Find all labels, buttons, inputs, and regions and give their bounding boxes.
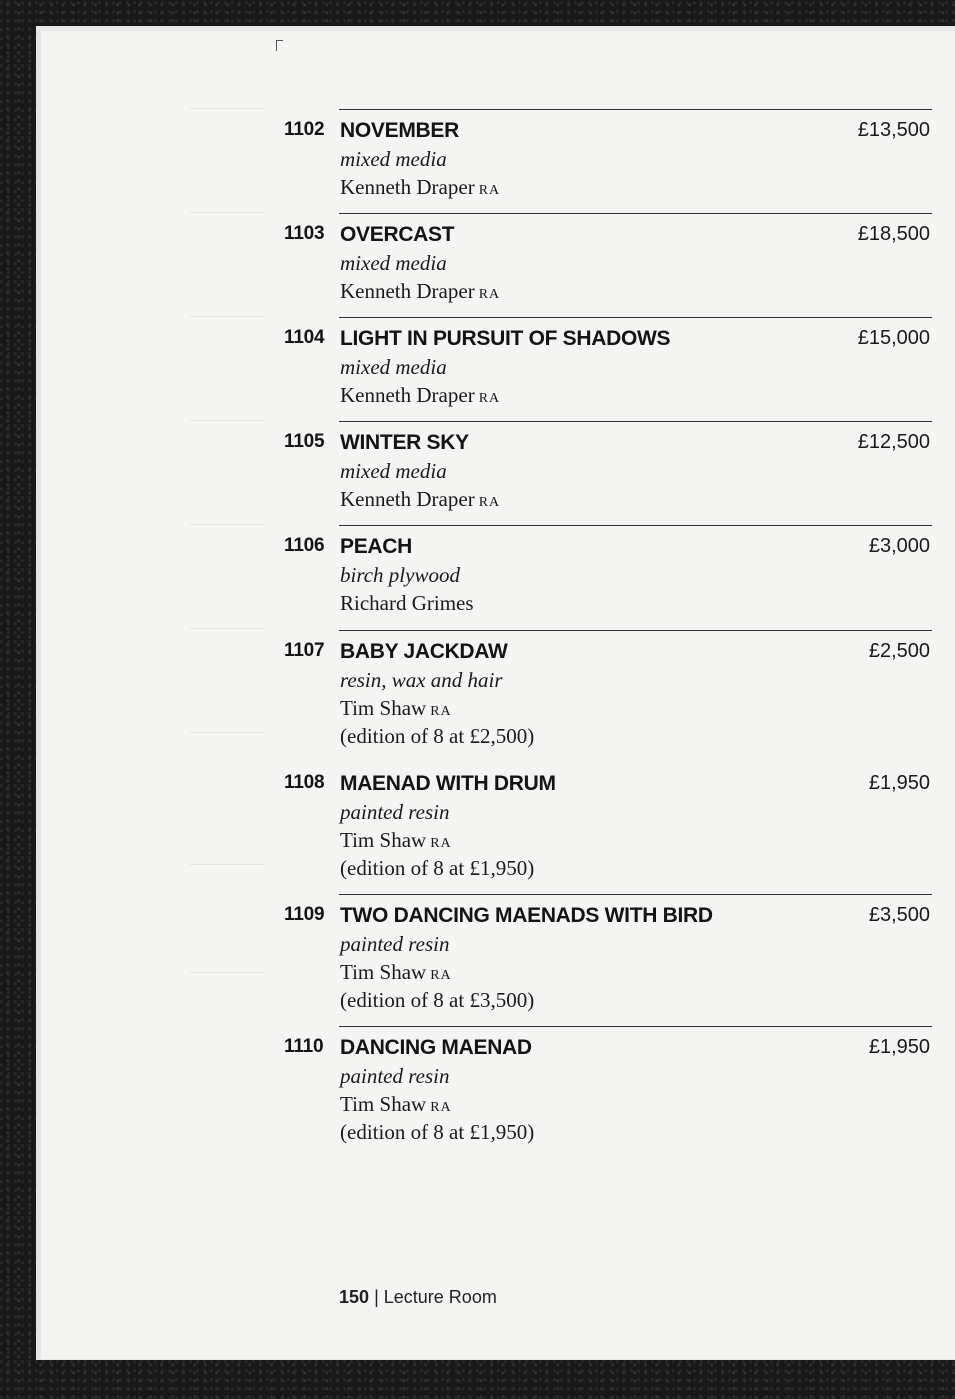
- lot-price: £12,500: [857, 431, 930, 453]
- divider: [339, 525, 932, 526]
- section-name: Lecture Room: [383, 1287, 497, 1307]
- lot-medium: mixed media: [340, 147, 447, 171]
- ra-suffix: RA: [430, 1100, 452, 1115]
- lot-artist: [340, 175, 500, 200]
- lot-price: £3,500: [868, 904, 930, 926]
- artist-name: Tim Shaw: [340, 828, 427, 852]
- divider: [339, 630, 932, 631]
- catalogue-page: [36, 30, 955, 1360]
- lot-artist: [340, 383, 500, 408]
- artist-name: Kenneth Draper: [340, 383, 475, 407]
- lot-price: £1,950: [868, 1036, 930, 1058]
- lot-edition: (edition of 8 at £1,950): [340, 1120, 535, 1144]
- lot-title: BABY JACKDAW: [340, 640, 508, 663]
- ra-suffix: RA: [478, 183, 501, 198]
- footer-separator: |: [374, 1287, 379, 1307]
- lot-artist: [340, 591, 478, 616]
- artist-name: Tim Shaw: [340, 696, 427, 720]
- lot-title: DANCING MAENAD: [340, 1036, 532, 1059]
- ra-suffix: RA: [478, 495, 501, 510]
- lot-price: £18,500: [857, 223, 930, 245]
- lot-medium: birch plywood: [340, 563, 460, 587]
- lot-medium: mixed media: [340, 251, 447, 275]
- lot-edition: (edition of 8 at £3,500): [340, 988, 535, 1012]
- artist-name: Kenneth Draper: [340, 487, 475, 511]
- lot-price: £2,500: [868, 640, 930, 662]
- lot-artist: [340, 960, 452, 985]
- ra-suffix: RA: [430, 704, 452, 719]
- page-number: 150: [339, 1287, 370, 1307]
- lot-price: £13,500: [857, 119, 930, 141]
- lot-number: 1104: [284, 327, 325, 348]
- lot-title: MAENAD WITH DRUM: [340, 772, 556, 795]
- ra-suffix: RA: [430, 968, 452, 983]
- lot-number: 1105: [284, 431, 325, 452]
- lot-number: 1106: [284, 535, 325, 556]
- lot-title: WINTER SKY: [340, 431, 469, 454]
- lot-medium: painted resin: [340, 1064, 450, 1088]
- lot-title: PEACH: [340, 535, 413, 558]
- lot-medium: mixed media: [340, 459, 447, 483]
- lot-price: £1,950: [868, 772, 930, 794]
- divider: [339, 109, 932, 110]
- lot-edition: (edition of 8 at £1,950): [340, 856, 535, 880]
- lot-number: 1109: [284, 904, 325, 925]
- lot-number: 1102: [284, 119, 325, 140]
- lot-medium: painted resin: [340, 932, 450, 956]
- divider: [339, 894, 932, 895]
- artist-name: Tim Shaw: [340, 1092, 427, 1116]
- page-footer: [339, 1287, 497, 1308]
- lot-price: £15,000: [857, 327, 930, 349]
- artist-name: Kenneth Draper: [340, 175, 475, 199]
- lot-title: OVERCAST: [340, 223, 455, 246]
- artist-name: Tim Shaw: [340, 960, 427, 984]
- divider: [339, 317, 932, 318]
- ra-suffix: RA: [478, 287, 501, 302]
- artist-name: Kenneth Draper: [340, 279, 475, 303]
- lot-number: 1108: [284, 772, 325, 793]
- lot-medium: painted resin: [340, 800, 450, 824]
- divider: [339, 421, 932, 422]
- show-through-rules: [190, 108, 265, 1108]
- divider: [339, 213, 932, 214]
- lot-title: TWO DANCING MAENADS WITH BIRD: [340, 904, 713, 927]
- lot-number: 1107: [284, 640, 325, 661]
- lot-edition: (edition of 8 at £2,500): [340, 724, 535, 748]
- lot-number: 1103: [284, 223, 325, 244]
- ra-suffix: RA: [430, 836, 452, 851]
- ra-suffix: RA: [478, 391, 501, 406]
- lot-title: NOVEMBER: [340, 119, 459, 142]
- lot-artist: [340, 1092, 452, 1117]
- lot-artist: [340, 279, 500, 304]
- lot-medium: mixed media: [340, 355, 447, 379]
- lot-title: LIGHT IN PURSUIT OF SHADOWS: [340, 327, 671, 350]
- lot-medium: resin, wax and hair: [340, 668, 503, 692]
- divider: [339, 1026, 932, 1027]
- crop-mark: [276, 40, 283, 51]
- lot-artist: [340, 487, 500, 512]
- lot-artist: [340, 828, 452, 853]
- artist-name: Richard Grimes: [340, 591, 474, 615]
- lot-artist: [340, 696, 452, 721]
- lot-number: 1110: [284, 1036, 324, 1057]
- lot-price: £3,000: [868, 535, 930, 557]
